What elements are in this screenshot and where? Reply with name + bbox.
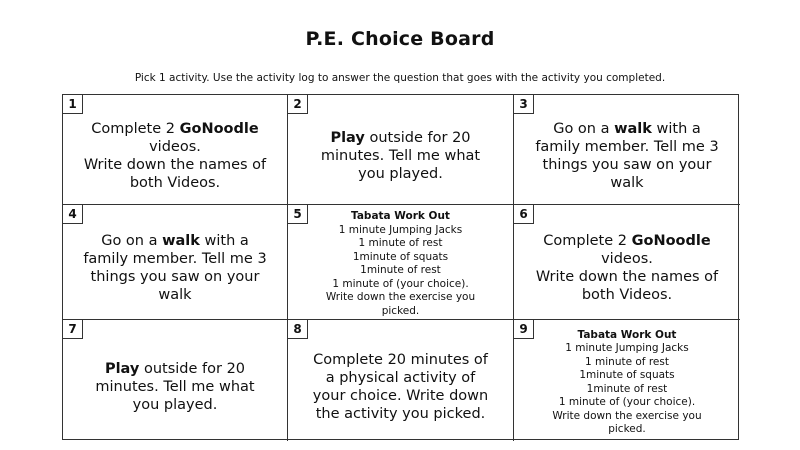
activity-text-2 xyxy=(321,129,480,183)
activity-number-3: 3 xyxy=(514,95,534,114)
tabata-line: Write down the exercise you xyxy=(325,291,476,303)
tabata-workout-5 xyxy=(326,210,475,318)
text-line: videos. xyxy=(601,251,653,267)
choice-board-grid xyxy=(62,94,739,440)
tabata-workout-9 xyxy=(552,329,701,437)
activity-cell-4 xyxy=(63,205,288,320)
text-line: a physical activity of xyxy=(325,369,476,386)
text-line: Go on a walk with a xyxy=(553,120,701,137)
tabata-line: 1 minute of rest xyxy=(358,237,443,249)
tabata-title: Tabata Work Out xyxy=(351,210,450,222)
text-line: both Videos. xyxy=(581,287,673,303)
activity-text-7 xyxy=(95,360,254,414)
activity-cell-1 xyxy=(63,95,288,205)
text-line: you played. xyxy=(132,396,218,413)
instructions-text: Pick 1 activity. Use the activity log to answer the question that goes with the activity you completed. xyxy=(134,72,666,84)
page-title: P.E. Choice Board xyxy=(305,28,495,50)
activity-cell-3 xyxy=(514,95,740,205)
activity-text-4 xyxy=(83,232,266,304)
activity-number-8: 8 xyxy=(288,320,308,339)
tabata-line: 1 minute Jumping Jacks xyxy=(338,223,463,236)
text-line: Complete 2 GoNoodle xyxy=(91,120,259,137)
activity-number-7: 7 xyxy=(63,320,83,339)
tabata-line: 1 minute of rest xyxy=(585,355,669,368)
tabata-line: Write down the exercise you xyxy=(552,409,702,422)
tabata-line: picked. xyxy=(381,304,420,317)
activity-number-9: 9 xyxy=(514,320,534,339)
activity-number-2: 2 xyxy=(288,95,308,114)
activity-number-4: 4 xyxy=(63,205,83,224)
activity-cell-2 xyxy=(288,95,514,205)
activity-number-6: 6 xyxy=(514,205,534,224)
text-line: minutes. Tell me what xyxy=(320,147,481,164)
activity-text-3 xyxy=(535,120,718,192)
text-line: family member. Tell me 3 xyxy=(535,138,719,155)
tabata-line: 1 minute of (your choice). xyxy=(332,277,469,290)
activity-cell-5 xyxy=(288,205,514,320)
text-line: things you saw on your xyxy=(542,156,712,173)
tabata-line: 1minute of rest xyxy=(586,382,668,395)
tabata-line: 1 minute of (your choice). xyxy=(558,396,696,408)
text-line: walk xyxy=(610,174,644,191)
tabata-line: picked. xyxy=(608,423,646,435)
activity-cell-9 xyxy=(514,320,740,441)
text-line: Play outside for 20 xyxy=(104,360,246,377)
activity-cell-8 xyxy=(288,320,514,441)
text-line: your choice. Write down xyxy=(312,387,489,404)
text-line: things you saw on your xyxy=(90,269,260,285)
text-line: Go on a walk with a xyxy=(101,233,249,249)
text-line: Play outside for 20 xyxy=(330,129,471,146)
tabata-line: 1minute of squats xyxy=(352,250,449,263)
tabata-line: 1minute of rest xyxy=(360,264,441,276)
tabata-line: 1minute of squats xyxy=(579,369,675,381)
tabata-line: 1 minute Jumping Jacks xyxy=(565,342,689,354)
activity-cell-6 xyxy=(514,205,740,320)
activity-text-1 xyxy=(84,120,266,192)
activity-cell-7 xyxy=(63,320,288,441)
activity-text-6 xyxy=(536,232,718,304)
text-line: family member. Tell me 3 xyxy=(83,251,267,267)
text-line: Complete 20 minutes of xyxy=(313,351,488,368)
activity-text-8 xyxy=(313,351,488,423)
text-line: minutes. Tell me what xyxy=(95,378,255,395)
text-line: Write down the names of xyxy=(83,156,267,173)
text-line: walk xyxy=(158,287,192,303)
activity-number-5: 5 xyxy=(288,205,308,224)
activity-number-1: 1 xyxy=(63,95,83,114)
text-line: videos. xyxy=(149,138,201,155)
text-line: Write down the names of xyxy=(535,269,719,285)
text-line: Complete 2 GoNoodle xyxy=(543,233,711,249)
text-line: you played. xyxy=(358,165,443,182)
text-line: the activity you picked. xyxy=(315,405,486,422)
tabata-title: Tabata Work Out xyxy=(577,328,677,341)
text-line: both Videos. xyxy=(129,174,221,191)
